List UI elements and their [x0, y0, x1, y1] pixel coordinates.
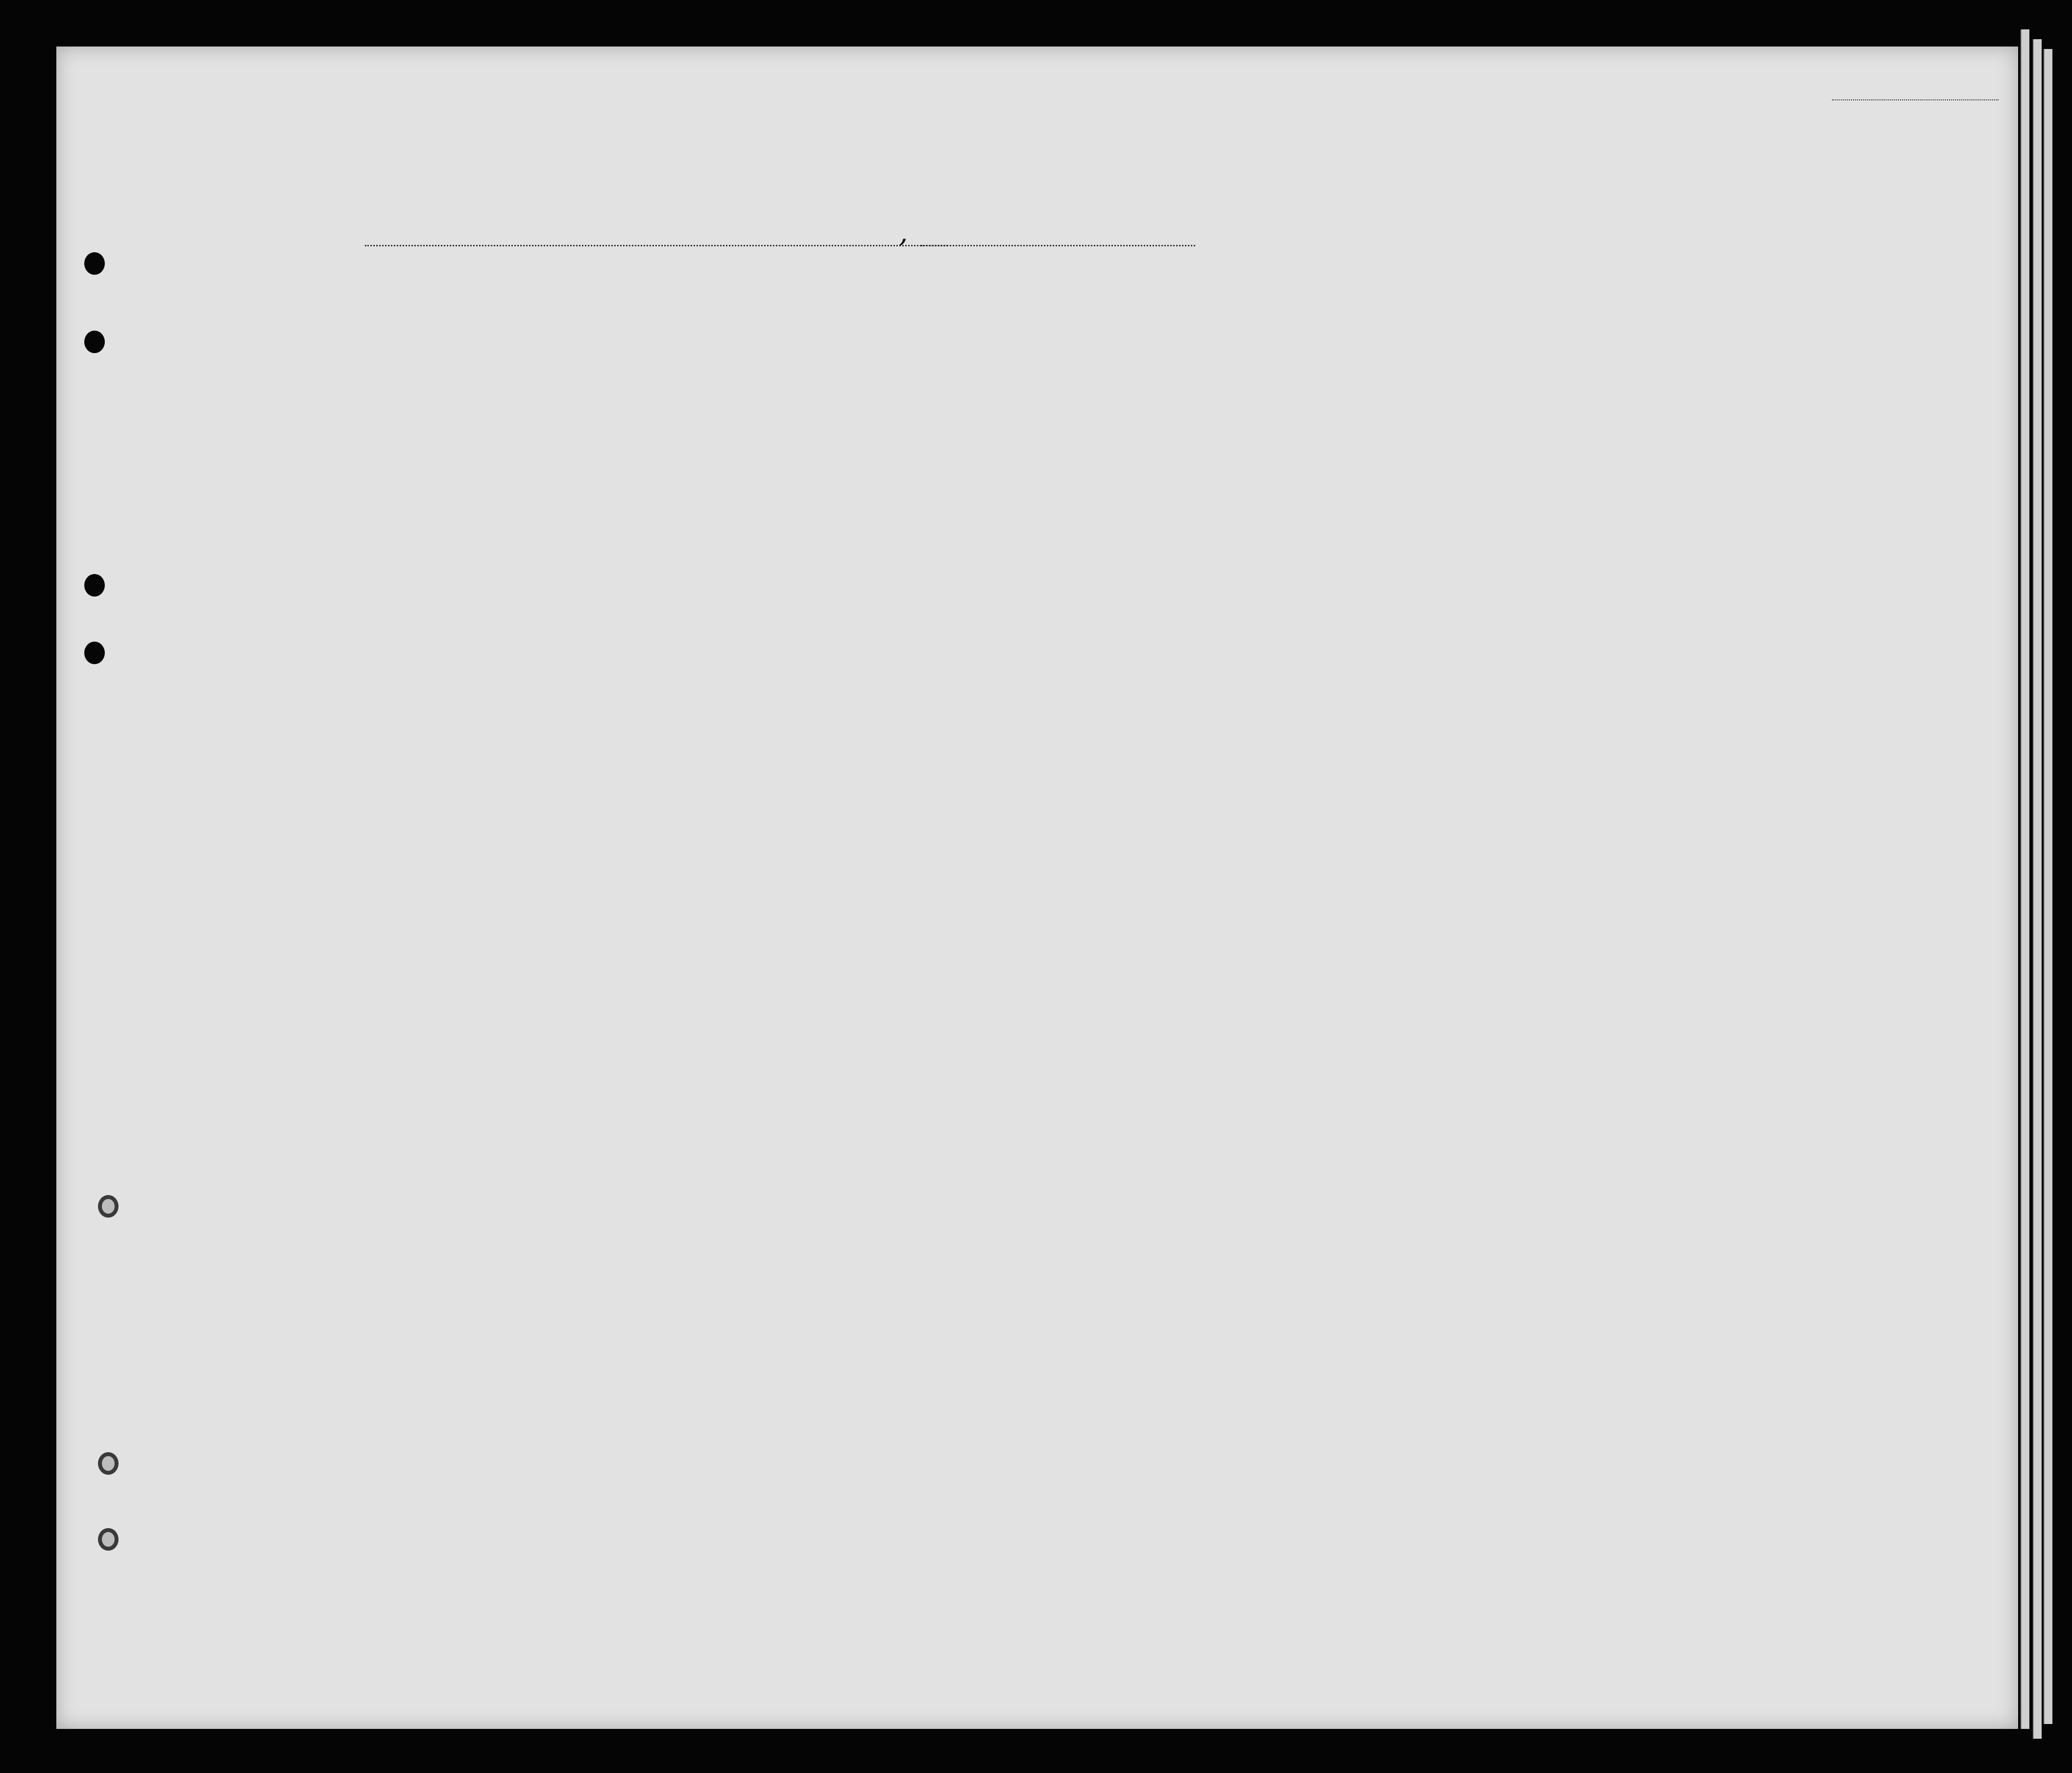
- date-underline: [921, 245, 1195, 246]
- binder-hole: [98, 1195, 119, 1218]
- binder-hole: [84, 574, 105, 597]
- comma-sep: ,: [899, 216, 908, 249]
- binder-hole: [84, 252, 105, 275]
- ruled-grid: [56, 47, 2018, 1729]
- binder-hole: [84, 642, 105, 664]
- manifest-sheet: [56, 47, 2018, 1729]
- page-edge: [2021, 29, 2029, 1729]
- port-underline: [365, 245, 948, 246]
- page-edge: [2033, 39, 2042, 1739]
- page-edge: [2044, 49, 2052, 1724]
- list-underline: [1832, 99, 1999, 100]
- binder-hole: [98, 1452, 119, 1475]
- binder-hole: [84, 331, 105, 353]
- binder-hole: [98, 1528, 119, 1551]
